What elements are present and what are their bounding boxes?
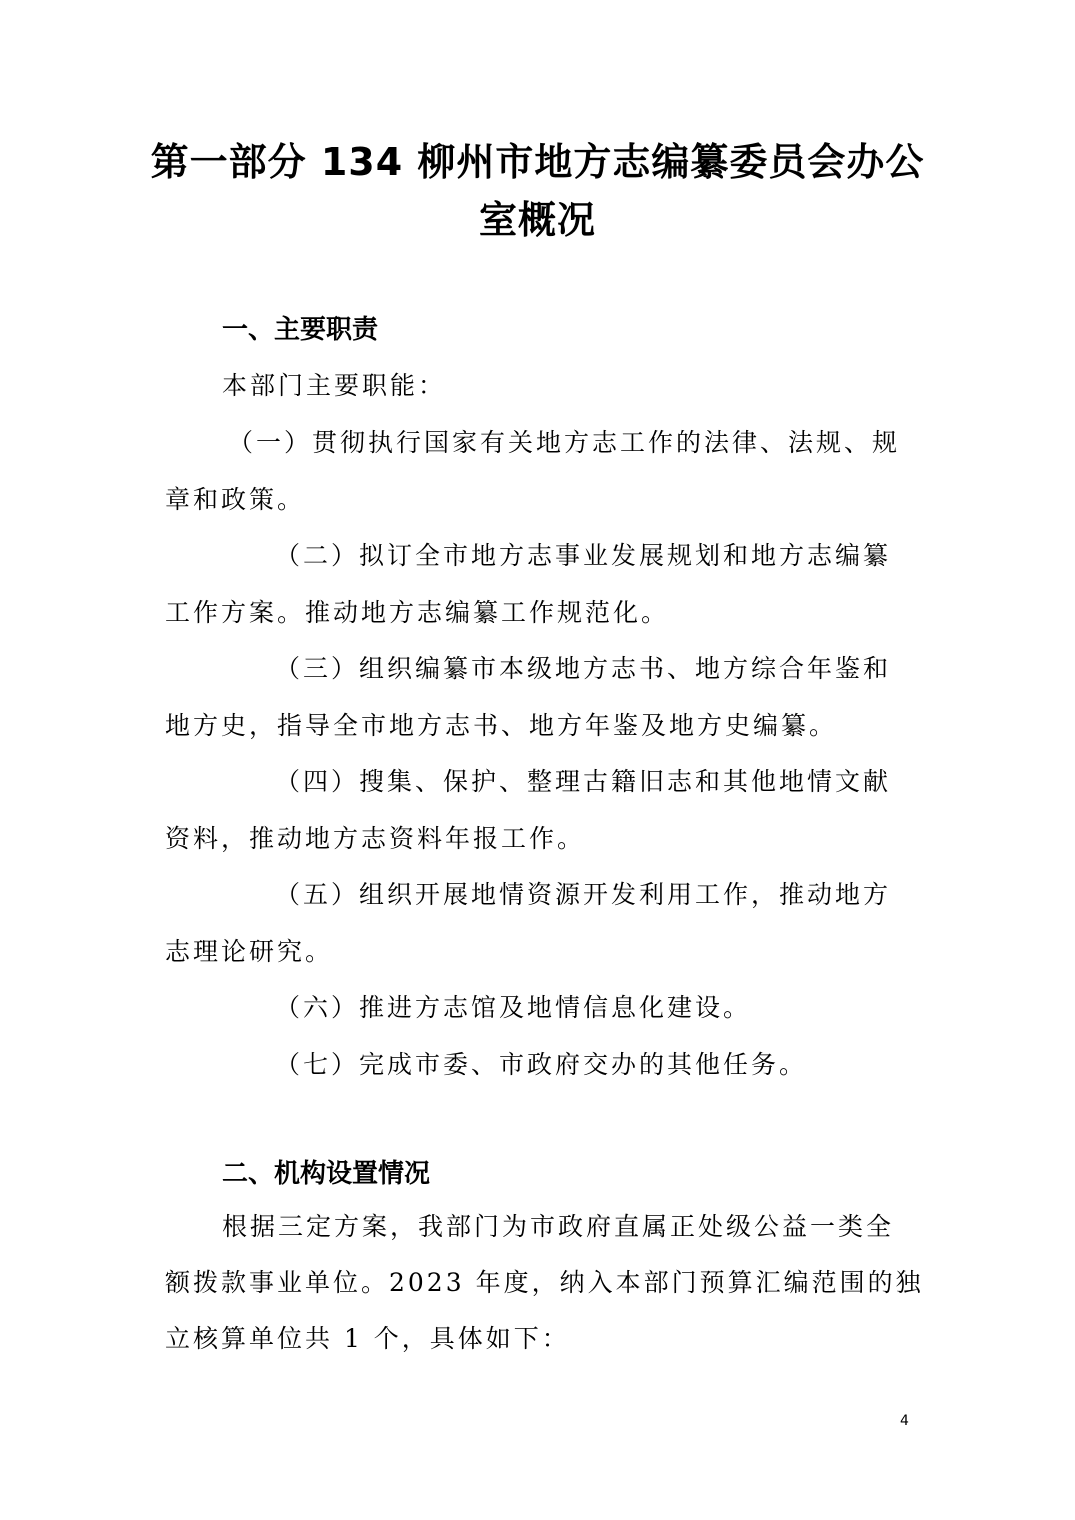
section-heading-duties: 一、主要职责 [222, 315, 379, 345]
duty-item-7: （七）完成市委、市政府交办的其他任务。 [275, 1050, 808, 1079]
organization-line-1: 根据三定方案，我部门为市政府直属正处级公益一类全 [222, 1212, 895, 1241]
organization-line-3: 立核算单位共 1 个，具体如下： [165, 1324, 570, 1353]
duty-item-1-line-2: 章和政策。 [165, 485, 306, 514]
duty-item-2-line-1: （二）拟订全市地方志事业发展规划和地方志编纂 [275, 541, 892, 570]
duty-item-3-line-2: 地方史，指导全市地方志书、地方年鉴及地方史编纂。 [165, 711, 838, 740]
duty-item-2-line-2: 工作方案。推动地方志编纂工作规范化。 [165, 598, 670, 627]
title-line-1: 第一部分 134 柳州市地方志编纂委员会办公 [150, 140, 925, 184]
page-number: 4 [900, 1413, 909, 1429]
duty-item-6: （六）推进方志馆及地情信息化建设。 [275, 993, 752, 1022]
duty-item-4-line-1: （四）搜集、保护、整理古籍旧志和其他地情文献 [275, 767, 892, 796]
duty-item-4-line-2: 资料，推动地方志资料年报工作。 [165, 824, 586, 853]
title-line-2: 室概况 [478, 198, 596, 242]
duty-item-1-line-1: （一）贯彻执行国家有关地方志工作的法律、法规、规 [228, 428, 901, 457]
duty-item-5-line-1: （五）组织开展地情资源开发利用工作，推动地方 [275, 880, 892, 909]
organization-line-2: 额拨款事业单位。2023 年度，纳入本部门预算汇编范围的独 [165, 1268, 924, 1297]
duty-item-3-line-1: （三）组织编纂市本级地方志书、地方综合年鉴和 [275, 654, 892, 683]
page-title [150, 133, 925, 249]
duty-item-5-line-2: 志理论研究。 [165, 937, 334, 966]
duties-intro: 本部门主要职能： [222, 371, 447, 400]
section-heading-organization: 二、机构设置情况 [222, 1159, 431, 1189]
